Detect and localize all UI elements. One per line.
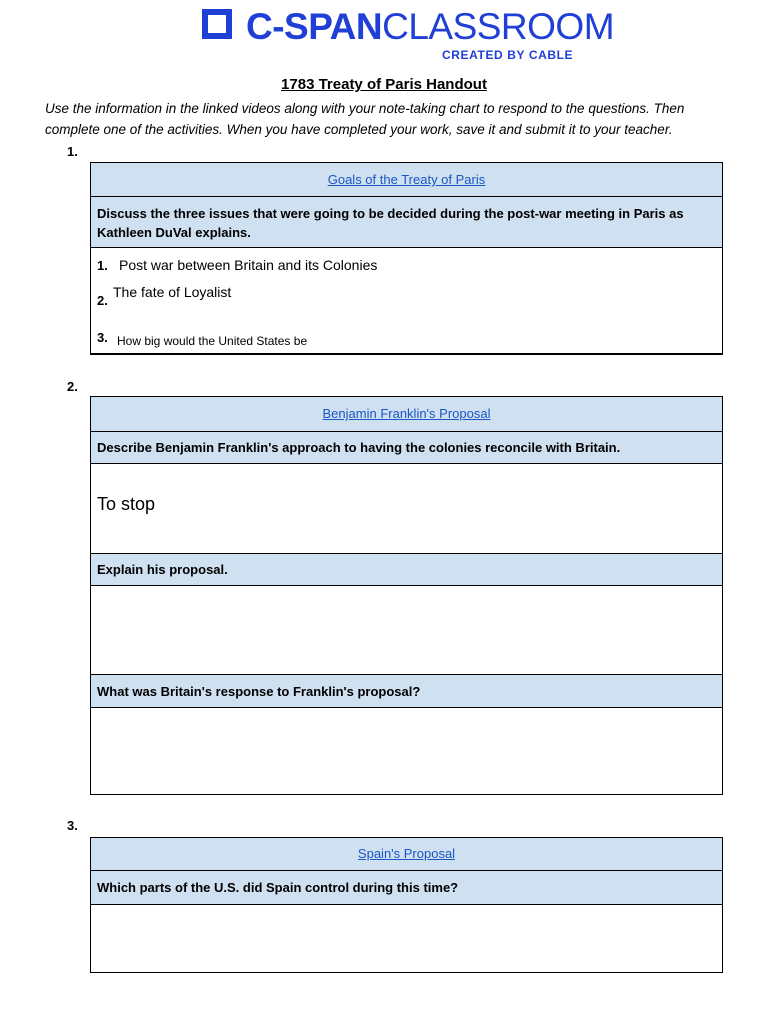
- logo-brand-light: CLASSROOM: [382, 6, 615, 47]
- answer-item-text: How big would the United States be: [117, 334, 308, 348]
- logo-wordmark: [246, 4, 614, 50]
- question-1-heading-row: [91, 163, 722, 196]
- question-3-prompt-row: [91, 870, 722, 904]
- question-3-answer-area[interactable]: [91, 904, 722, 972]
- question-3-number: 3.: [67, 818, 78, 833]
- question-1-heading-link[interactable]: Goals of the Treaty of Paris: [327, 172, 486, 187]
- cspan-classroom-logo: [202, 6, 615, 62]
- logo-square-icon: [202, 9, 232, 39]
- page-title: 1783 Treaty of Paris Handout: [281, 76, 487, 93]
- question-3-heading-row: [91, 838, 722, 870]
- answer-item-number: 2.: [97, 293, 108, 308]
- question-1-number: 1.: [67, 144, 78, 159]
- question-2-prompt-1: Describe Benjamin Franklin's approach to having the colonies reconcile with Britain.: [97, 440, 621, 455]
- question-1-answer-area[interactable]: [91, 247, 722, 353]
- question-2-answer-3-area[interactable]: [91, 707, 722, 794]
- question-2-prompt-3-row: [91, 674, 722, 707]
- logo-tagline: CREATED BY CABLE: [442, 48, 574, 62]
- question-2-answer-2-area[interactable]: [91, 585, 722, 674]
- question-3-heading-link[interactable]: Spain's Proposal: [357, 846, 456, 861]
- question-2-prompt-2-row: [91, 553, 722, 585]
- question-2-heading-link[interactable]: Benjamin Franklin's Proposal: [322, 406, 491, 421]
- logo-brand-bold: C-SPAN: [246, 6, 383, 47]
- question-2-prompt-3: What was Britain's response to Franklin's proposal?: [97, 684, 421, 699]
- question-3-prompt: Which parts of the U.S. did Spain control during this time?: [97, 880, 459, 895]
- answer-item-text: Post war between Britain and its Colonies: [119, 257, 378, 273]
- question-2-answer-1-area[interactable]: [91, 463, 722, 553]
- answer-item-number: 1.: [97, 258, 108, 273]
- question-2-number: 2.: [67, 379, 78, 394]
- question-2-prompt-2: Explain his proposal.: [97, 562, 228, 577]
- answer-item-number: 3.: [97, 330, 108, 345]
- question-2-prompt-1-row: [91, 431, 722, 463]
- intro-text: Use the information in the linked videos along with your note-taking chart to respond to the questions. Then complete one of the activities. When you have completed your work, save it and submit it to your teacher.: [45, 101, 685, 137]
- question-2-heading-row: [91, 397, 722, 431]
- question-1-prompt: Discuss the three issues that were going to be decided during the post-war meeting in Paris as Kathleen DuVal explains.: [97, 206, 684, 240]
- question-1-table: [90, 162, 723, 355]
- answer-item-text: The fate of Loyalist: [113, 284, 232, 300]
- question-2-table: [90, 396, 723, 795]
- question-1-prompt-row: [91, 196, 722, 247]
- question-3-table: [90, 837, 723, 973]
- question-2-answer-1: To stop: [97, 494, 156, 514]
